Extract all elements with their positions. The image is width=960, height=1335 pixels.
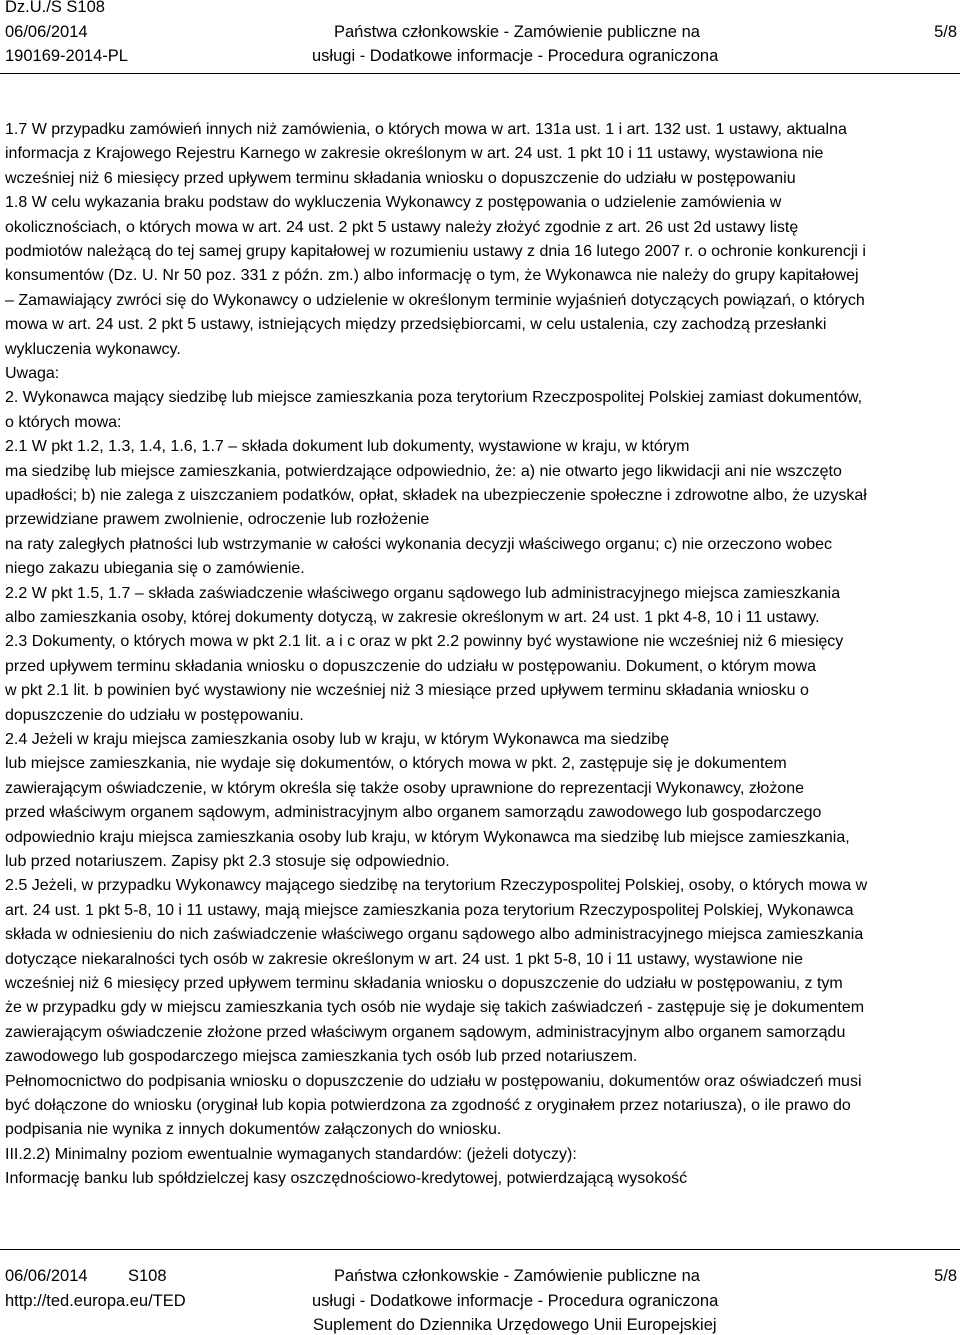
header-date: 06/06/2014 bbox=[5, 23, 88, 41]
footer-date: 06/06/2014 bbox=[5, 1267, 88, 1285]
header-page-number: 5/8 bbox=[934, 23, 957, 41]
text-line: 2. Wykonawca mający siedzibę lub miejsce zamieszkania poza terytorium Rzeczpospolitej Polskiej zamiast dokumentów, bbox=[5, 389, 863, 407]
header-doc-id: 190169-2014-PL bbox=[5, 47, 128, 65]
text-line: odpowiednio kraju miejsca zamieszkania osoby lub kraju, w którym Wykonawca ma siedzibę lub miejsce zamieszkania, bbox=[5, 828, 850, 846]
text-line: 2.5 Jeżeli, w przypadku Wykonawcy mającego siedzibę na terytorium Rzeczypospolitej Polskiej, osoby, o których mowa w bbox=[5, 877, 868, 895]
text-line: Uwaga: bbox=[5, 365, 60, 382]
text-line: na raty zaległych płatności lub wstrzymanie w całości wykonania decyzji właściwego organu; c) nie orzeczono wobec bbox=[5, 535, 833, 553]
text-line: wykluczenia wykonawcy. bbox=[5, 340, 181, 358]
header-rule bbox=[0, 73, 960, 74]
footer-page-number: 5/8 bbox=[934, 1267, 957, 1285]
text-line: art. 24 ust. 1 pkt 5-8, 10 i 11 ustawy, mają miejsce zamieszkania poza terytorium Rzeczypospolitej Polskiej, Wykonawca bbox=[5, 901, 854, 919]
footer-section: S108 bbox=[128, 1267, 167, 1285]
text-line: w pkt 2.1 lit. b powinien być wystawiony nie wcześniej niż 3 miesiące przed upływem terminu składania wniosku o bbox=[5, 682, 809, 700]
text-line: informacja z Krajowego Rejestru Karnego w zakresie określonym w art. 24 ust. 1 pkt 10 i 11 ustawy, wystawiona nie bbox=[5, 145, 824, 163]
text-line: 1.7 W przypadku zamówień innych niż zamówienia, o których mowa w art. 131a ust. 1 i art. 132 ust. 1 ustawy, aktualna bbox=[5, 121, 847, 138]
header-title-line1: Państwa członkowskie - Zamówienie publiczne na bbox=[334, 23, 700, 41]
text-line: III.2.2) Minimalny poziom ewentualnie wymaganych standardów: (jeżeli dotyczy): bbox=[5, 1145, 577, 1163]
text-line: zawierającym oświadczenie złożone przed właściwym organem sądowym, administracyjnym albo organem samorządu bbox=[5, 1023, 846, 1041]
text-line: 2.4 Jeżeli w kraju miejsca zamieszkania osoby lub w kraju, w którym Wykonawca ma siedzibę bbox=[5, 731, 670, 748]
text-line: upadłości; b) nie zalega z uiszczaniem podatków, opłat, składek na ubezpieczenie społeczne i zdrowotne albo, że uzyskał bbox=[5, 487, 867, 504]
text-line: 1.8 W celu wykazania braku podstaw do wykluczenia Wykonawcy z postępowania o udzielenie zamówienia w bbox=[5, 194, 782, 212]
text-line: – Zamawiający zwróci się do Wykonawcy o udzielenie w określonym terminie wyjaśnień dotyczących powiązań, o których bbox=[5, 291, 865, 309]
footer-url[interactable]: http://ted.europa.eu/TED bbox=[5, 1292, 186, 1310]
header-title-line2: usługi - Dodatkowe informacje - Procedura ograniczona bbox=[312, 47, 719, 65]
footer-title-line3: Suplement do Dziennika Urzędowego Unii Europejskiej bbox=[313, 1316, 717, 1334]
footer-rule bbox=[0, 1249, 960, 1250]
text-line: być dołączone do wniosku (oryginał lub kopia potwierdzona za zgodność z oryginałem przez notariusza), o ile prawo do bbox=[5, 1097, 851, 1114]
text-line: zawierającym oświadczenie, w którym określa się także osoby uprawnione do reprezentacji Wykonawcy, złożone bbox=[5, 779, 805, 797]
text-line: podpisania nie wynika z innych dokumentów załączonych do wniosku. bbox=[5, 1121, 502, 1139]
text-line: Pełnomocnictwo do podpisania wniosku o dopuszczenie do udziału w postępowaniu, dokumentów oraz oświadczeń musi bbox=[5, 1072, 862, 1090]
text-line: zawodowego lub gospodarczego miejsca zamieszkania tych osób lub przed notariuszem. bbox=[5, 1048, 638, 1066]
text-line: mowa w art. 24 ust. 2 pkt 5 ustawy, istniejących między przedsiębiorcami, w celu ustalenia, czy zachodzą przesłanki bbox=[5, 316, 827, 334]
text-line: podmiotów należącą do tej samej grupy kapitałowej w rozumieniu ustawy z dnia 16 lutego 2007 r. o ochronie konkurencji i bbox=[5, 243, 866, 260]
text-line: składa w odniesieniu do nich zaświadczenie właściwego organu sądowego albo administracyjnego miejsca zamieszkania bbox=[5, 926, 864, 944]
journal-ref: Dz.U./S S108 bbox=[5, 0, 105, 16]
text-line: 2.1 W pkt 1.2, 1.3, 1.4, 1.6, 1.7 – składa dokument lub dokumenty, wystawione w kraju, w którym bbox=[5, 438, 690, 456]
text-line: niego zakazu ubiegania się o zamówienie. bbox=[5, 560, 305, 578]
text-line: o których mowa: bbox=[5, 413, 122, 431]
text-line: okolicznościach, o których mowa w art. 24 ust. 2 pkt 5 ustawy należy złożyć zgodnie z art. 26 ust 2d ustawy listę bbox=[5, 218, 799, 236]
text-line: lub miejsce zamieszkania, nie wydaje się dokumentów, o których mowa w pkt. 2, zastępuje się je dokumentem bbox=[5, 755, 787, 773]
text-line: 2.2 W pkt 1.5, 1.7 – składa zaświadczenie właściwego organu sądowego lub administracyjnego miejsca zamieszkania bbox=[5, 584, 841, 602]
text-line: wcześniej niż 6 miesięcy przed upływem terminu składania wniosku o dopuszczenie do udziału w postępowaniu, z tym bbox=[5, 975, 843, 992]
text-line: ma siedzibę lub miejsce zamieszkania, potwierdzające odpowiednio, że: a) nie otwarto jego likwidacji ani nie wszczęto bbox=[5, 462, 842, 480]
text-line: że w przypadku gdy w miejscu zamieszkania tych osób nie wydaje się takich zaświadczeń - zastępuje się je dokumentem bbox=[5, 999, 865, 1017]
text-line: przed właściwym organem sądowym, administracyjnym albo organem samorządu zawodowego lub gospodarczego bbox=[5, 804, 822, 822]
text-line: przewidziane prawem zwolnienie, odroczenie lub rozłożenie bbox=[5, 511, 430, 529]
text-line: lub przed notariuszem. Zapisy pkt 2.3 stosuje się odpowiednio. bbox=[5, 853, 450, 870]
text-line: 2.3 Dokumenty, o których mowa w pkt 2.1 lit. a i c oraz w pkt 2.2 powinny być wystawione nie wcześniej niż 6 miesięcy bbox=[5, 633, 844, 651]
text-line: wcześniej niż 6 miesięcy przed upływem terminu składania wniosku o dopuszczenie do udziału w postępowaniu bbox=[5, 169, 796, 187]
text-line: konsumentów (Dz. U. Nr 50 poz. 331 z późn. zm.) albo informację o tym, że Wykonawca nie należy do grupy kapitałowej bbox=[5, 267, 859, 285]
footer-title-line1: Państwa członkowskie - Zamówienie publiczne na bbox=[334, 1267, 700, 1285]
text-line: albo zamieszkania osoby, której dokumenty dotyczą, w zakresie określonym w art. 24 ust. 1 pkt 4-8, 10 i 11 ustawy. bbox=[5, 609, 820, 626]
text-line: Informację banku lub spółdzielczej kasy oszczędnościowo-kredytowej, potwierdzającą wysokość bbox=[5, 1170, 688, 1188]
text-line: przed upływem terminu składania wniosku o dopuszczenie do udziału w postępowaniu. Dokument, o którym mowa bbox=[5, 657, 817, 675]
text-line: dotyczące niekaralności tych osób w zakresie określonym w art. 24 ust. 1 pkt 5-8, 10 i 11 ustawy, wystawione nie bbox=[5, 950, 803, 968]
footer-title-line2: usługi - Dodatkowe informacje - Procedura ograniczona bbox=[312, 1292, 719, 1310]
text-line: dopuszczenie do udziału w postępowaniu. bbox=[5, 706, 304, 724]
